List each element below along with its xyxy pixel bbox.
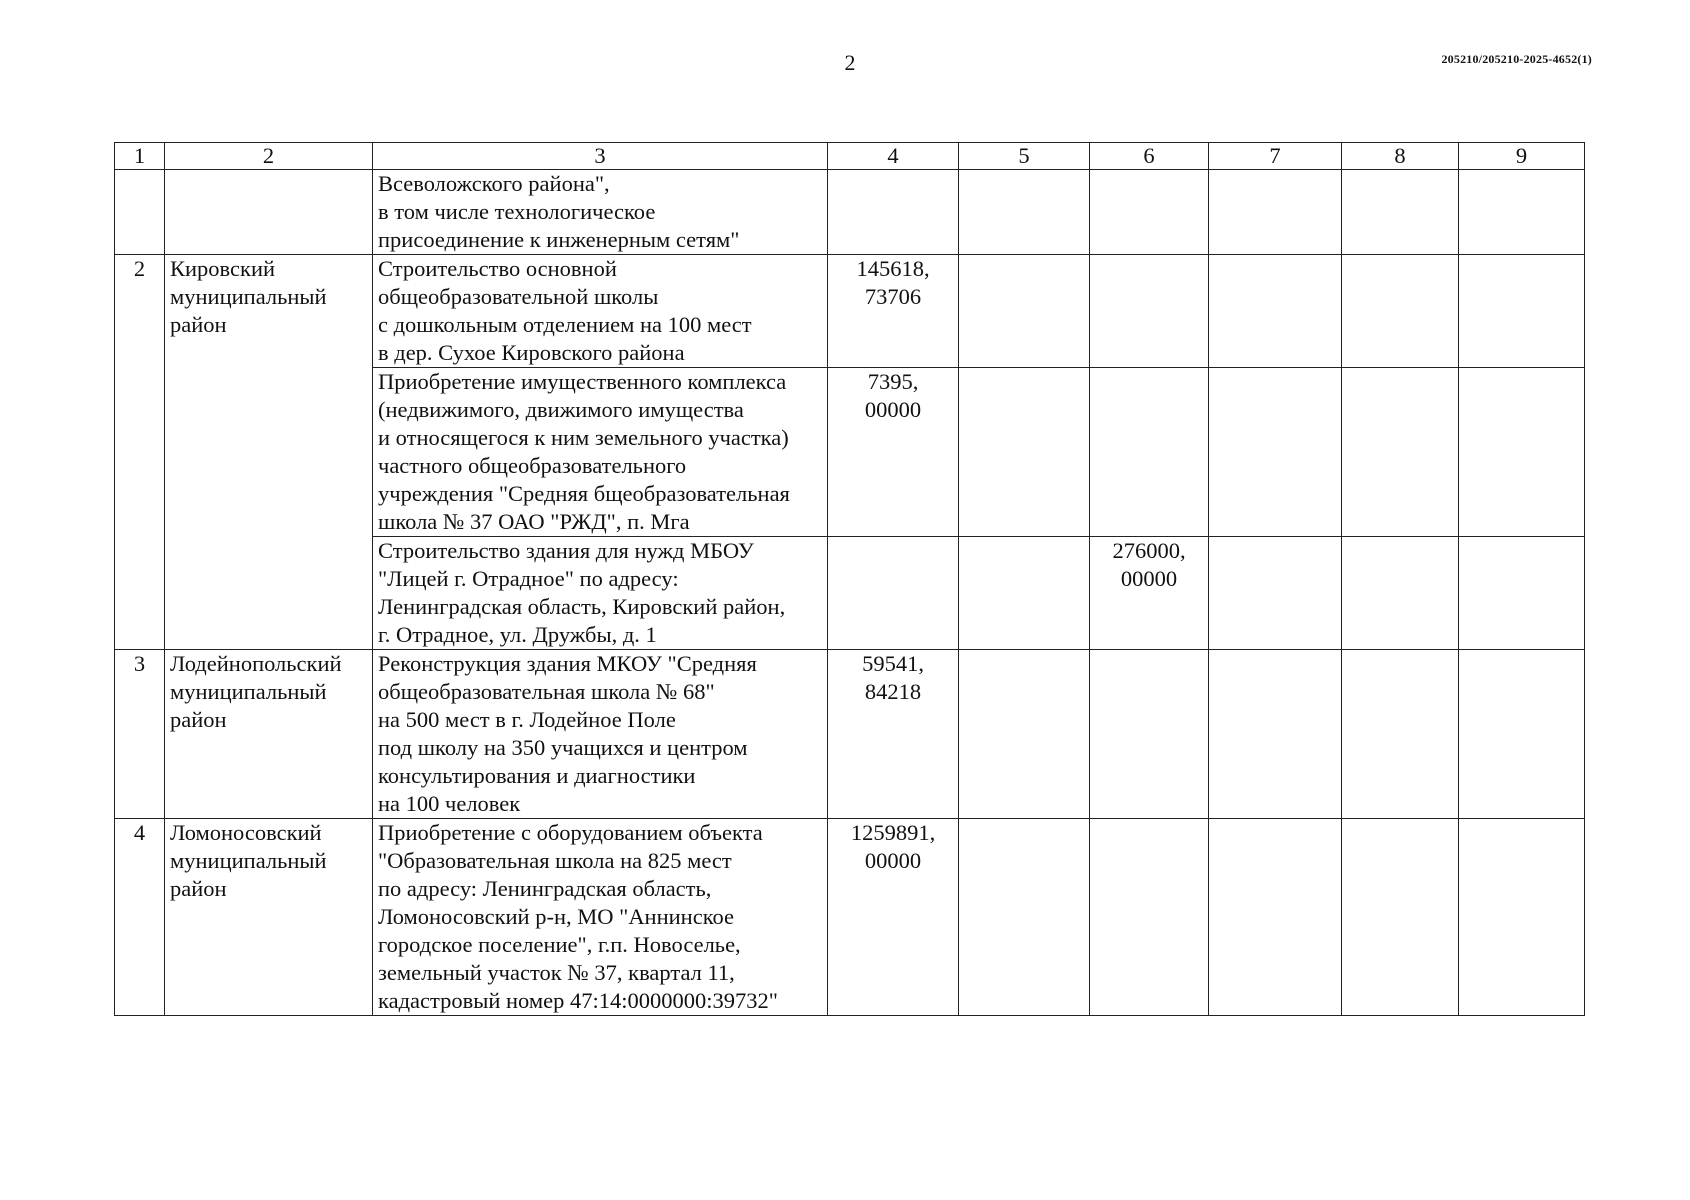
amount-line: 00000	[864, 848, 922, 873]
object-cell	[373, 255, 828, 368]
table-row	[115, 170, 1585, 255]
header-cell: 3	[373, 143, 828, 170]
object-line: на 500 мест в г. Лодейное Поле	[378, 707, 676, 732]
amount-line: 276000,	[1112, 538, 1186, 563]
header-row	[115, 143, 1585, 170]
header-cell: 9	[1459, 143, 1585, 170]
amount-cell-col5	[959, 368, 1090, 537]
district-cell	[165, 650, 373, 819]
object-cell	[373, 368, 828, 537]
district-line: Кировский	[170, 256, 276, 281]
amount-cell-col7	[1209, 255, 1342, 368]
district-line: Лодейнопольский	[170, 651, 342, 676]
object-cell	[373, 819, 828, 1016]
amount-cell-col4	[828, 170, 959, 255]
amount-line: 00000	[1120, 566, 1178, 591]
object-line: школа № 37 ОАО "РЖД", п. Мга	[378, 509, 690, 534]
object-line: Приобретение с оборудованием объекта	[378, 820, 763, 845]
object-line: общеобразовательной школы	[378, 284, 659, 309]
district-line: муниципальный	[170, 848, 327, 873]
header-cell: 4	[828, 143, 959, 170]
table-body	[115, 170, 1585, 1016]
object-line: городское поселение", г.п. Новоселье,	[378, 932, 741, 957]
amount-cell-col8	[1342, 537, 1459, 650]
amount-cell-col5	[959, 537, 1090, 650]
object-line: под школу на 350 учащихся и центром	[378, 735, 748, 760]
object-line: г. Отрадное, ул. Дружбы, д. 1	[378, 622, 657, 647]
table-row	[115, 255, 1585, 368]
object-cell	[373, 537, 828, 650]
amount-cell-col8	[1342, 819, 1459, 1016]
row-number-cell: 2	[115, 255, 165, 650]
table-row	[115, 650, 1585, 819]
amount-cell-col9	[1459, 255, 1585, 368]
amount-line: 59541,	[862, 651, 924, 676]
district-line: Ломоносовский	[170, 820, 322, 845]
object-line: Реконструкция здания МКОУ "Средняя	[378, 651, 757, 676]
object-line: земельный участок № 37, квартал 11,	[378, 960, 735, 985]
amount-cell-col8	[1342, 255, 1459, 368]
object-line: Всеволожского района",	[378, 171, 610, 196]
object-line: на 100 человек	[378, 791, 521, 816]
amount-cell-col8	[1342, 368, 1459, 537]
allocation-table	[114, 142, 1585, 1016]
object-line: Строительство основной	[378, 256, 617, 281]
object-line: Приобретение имущественного комплекса	[378, 369, 787, 394]
amount-cell-col5	[959, 819, 1090, 1016]
object-line: (недвижимого, движимого имущества	[378, 397, 744, 422]
amount-line: 7395,	[867, 369, 919, 394]
object-line: "Лицей г. Отрадное" по адресу:	[378, 566, 679, 591]
amount-cell-col7	[1209, 368, 1342, 537]
object-line: кадастровый номер 47:14:0000000:39732"	[378, 988, 778, 1013]
district-line: район	[170, 876, 227, 901]
amount-cell-col5	[959, 650, 1090, 819]
amount-cell-col9	[1459, 368, 1585, 537]
amount-cell-col5	[959, 255, 1090, 368]
header-cell: 5	[959, 143, 1090, 170]
amount-cell-col7	[1209, 537, 1342, 650]
amount-cell-col8	[1342, 170, 1459, 255]
header-cell: 7	[1209, 143, 1342, 170]
amount-cell-col4	[828, 255, 959, 368]
district-line: район	[170, 707, 227, 732]
header-cell: 8	[1342, 143, 1459, 170]
district-cell	[165, 170, 373, 255]
amount-cell-col6	[1090, 170, 1209, 255]
amount-cell-col4	[828, 537, 959, 650]
amount-cell-col9	[1459, 650, 1585, 819]
amount-cell-col6	[1090, 255, 1209, 368]
document-id: 205210/205210-2025-4652(1)	[1441, 52, 1592, 66]
header-cell: 6	[1090, 143, 1209, 170]
row-number-cell: 4	[115, 819, 165, 1016]
object-line: Ленинградская область, Кировский район,	[378, 594, 786, 619]
header-cell: 2	[165, 143, 373, 170]
object-line: "Образовательная школа на 825 мест	[378, 848, 732, 873]
amount-cell-col4	[828, 819, 959, 1016]
district-cell	[165, 255, 373, 650]
amount-line: 1259891,	[850, 820, 936, 845]
object-cell	[373, 170, 828, 255]
amount-line: 73706	[864, 284, 922, 309]
amount-cell-col7	[1209, 819, 1342, 1016]
table-row	[115, 819, 1585, 1016]
amount-cell-col9	[1459, 170, 1585, 255]
object-line: по адресу: Ленинградская область,	[378, 876, 712, 901]
amount-cell-col4	[828, 368, 959, 537]
object-line: учреждения "Средняя бщеобразовательная	[378, 481, 790, 506]
object-line: в дер. Сухое Кировского района	[378, 340, 685, 365]
district-line: муниципальный	[170, 679, 327, 704]
amount-cell-col9	[1459, 537, 1585, 650]
object-line: Строительство здания для нужд МБОУ	[378, 538, 754, 563]
amount-cell-col7	[1209, 650, 1342, 819]
amount-cell-col6	[1090, 819, 1209, 1016]
header-cell: 1	[115, 143, 165, 170]
amount-line: 00000	[864, 397, 922, 422]
object-line: консультирования и диагностики	[378, 763, 696, 788]
object-line: в том числе технологическое	[378, 199, 656, 224]
object-line: общеобразовательная школа № 68"	[378, 679, 715, 704]
object-line: и относящегося к ним земельного участка)	[378, 425, 789, 450]
amount-cell-col8	[1342, 650, 1459, 819]
object-line: Ломоносовский р-н, МО "Аннинское	[378, 904, 735, 929]
amount-cell-col5	[959, 170, 1090, 255]
district-line: район	[170, 312, 227, 337]
row-number-cell: 3	[115, 650, 165, 819]
amount-cell-col6	[1090, 537, 1209, 650]
amount-cell-col9	[1459, 819, 1585, 1016]
row-number-cell	[115, 170, 165, 255]
amount-cell-col4	[828, 650, 959, 819]
object-line: присоединение к инженерным сетям"	[378, 227, 740, 252]
object-line: частного общеобразовательного	[378, 453, 687, 478]
object-line: с дошкольным отделением на 100 мест	[378, 312, 752, 337]
district-cell	[165, 819, 373, 1016]
object-cell	[373, 650, 828, 819]
district-line: муниципальный	[170, 284, 327, 309]
amount-line: 145618,	[856, 256, 930, 281]
amount-line: 84218	[864, 679, 922, 704]
amount-cell-col7	[1209, 170, 1342, 255]
amount-cell-col6	[1090, 368, 1209, 537]
amount-cell-col6	[1090, 650, 1209, 819]
page-number: 2	[844, 50, 856, 75]
